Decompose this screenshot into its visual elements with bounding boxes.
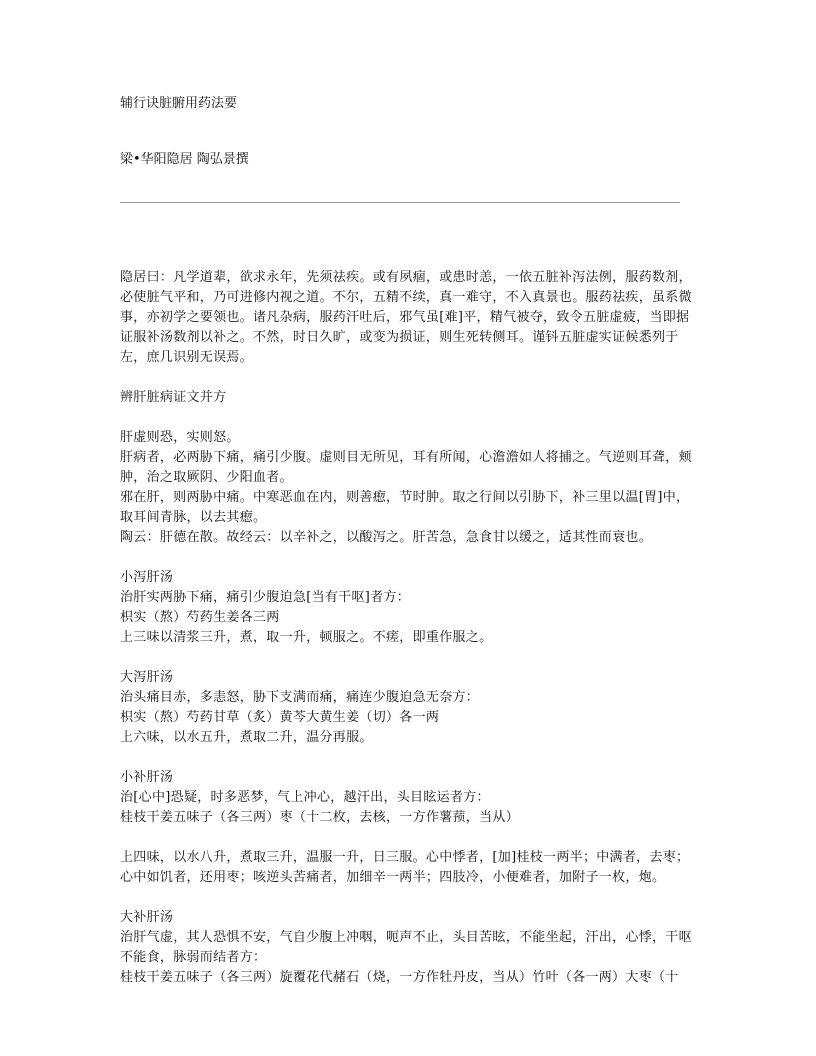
formula-name: 大补肝汤 [120,910,174,925]
horizontal-rule [120,202,680,203]
paragraph: 邪在肝，则两胁中痛。中寒恶血在内，则善瘛，节时肿。取之行间以引胁下，补三里以温[胃]中，取耳间青脉，以去其瘛。 [120,490,690,525]
formula-line: 桂枝干姜五味子（各三两）枣（十二枚，去核，一方作薯蓣，当从） [120,810,520,825]
paragraph: 肝病者，必两胁下痛，痛引少腹。虚则目无所见，耳有所闻，心澹澹如人将捕之。气逆则耳聋，颊肿，治之取厥阴、少阳血者。 [120,450,692,485]
formula-line: 上三味以清浆三升，煮，取一升，顿服之。不瘥，即重作服之。 [120,630,493,645]
body-text [120,268,700,988]
formula-line: 治肝气虚，其人恐惧不安，气自少腹上冲咽，呃声不止，头目苦眩，不能坐起，汗出，心悸，干呕不能食，脉弱而结者方： [120,930,692,965]
formula-line: 上六味，以水五升，煮取二升，温分再服。 [120,730,373,745]
formula-line: 枳实（熬）芍药甘草（炙）黄芩大黄生姜（切）各一两 [120,710,440,725]
document-author: 梁•华阳隐居 陶弘景撰 [120,152,249,167]
paragraph: 肝虚则恐，实则怒。 [120,430,240,445]
formula-name: 小补肝汤 [120,770,174,785]
formula-name: 大泻肝汤 [120,670,174,685]
formula-line: 枳实（熬）芍药生姜各三两 [120,610,280,625]
paragraph: 陶云：肝德在散。故经云：以辛补之，以酸泻之。肝苦急，急食甘以缓之，适其性而衰也。 [120,530,653,545]
section-heading: 辨肝脏病证文并方 [120,390,227,405]
formula-line: 治[心中]恐疑，时多恶梦，气上冲心，越汗出，头目眩运者方： [120,790,490,805]
document-title: 辅行诀脏腑用药法要 [120,96,238,111]
formula-name: 小泻肝汤 [120,570,174,585]
formula-line: 桂枝干姜五味子（各三两）旋覆花代赭石（烧，一方作牡丹皮，当从）竹叶（各一两）大枣（十 [120,970,679,985]
formula-line: 上四味，以水八升，煮取三升，温服一升，日三服。心中悸者，[加]桂枝一两半；中满者，去枣；心中如饥者，还用枣；咳逆头苦痛者，加细辛一两半；四肢冷，小便难者，加附子一枚，炮。 [120,850,690,885]
intro-paragraph: 隐居曰：凡学道辈，欲求永年，先须祛疾。或有夙痼，或患时恙，一依五脏补泻法例，服药数剂，必使脏气平和，乃可进修内视之道。不尔，五精不续，真一难守，不入真景也。服药祛疾，虽系微事，亦初学之要领也。诸凡杂病，服药汗吐后，邪气虽[难]平，精气被夺，致令五脏虚疲，当即据证服补汤数剂以补之。不然，时日久旷，或变为损证，则生死转侧耳。谨钭五脏虚实证候悉列于左，庶几识别无误焉。 [120,270,692,365]
formula-line: 治头痛目赤，多恚怒，胁下支满而痛，痛连少腹迫急无奈方： [120,690,480,705]
formula-line: 治肝实两胁下痛，痛引少腹迫急[当有干呕]者方： [120,590,411,605]
